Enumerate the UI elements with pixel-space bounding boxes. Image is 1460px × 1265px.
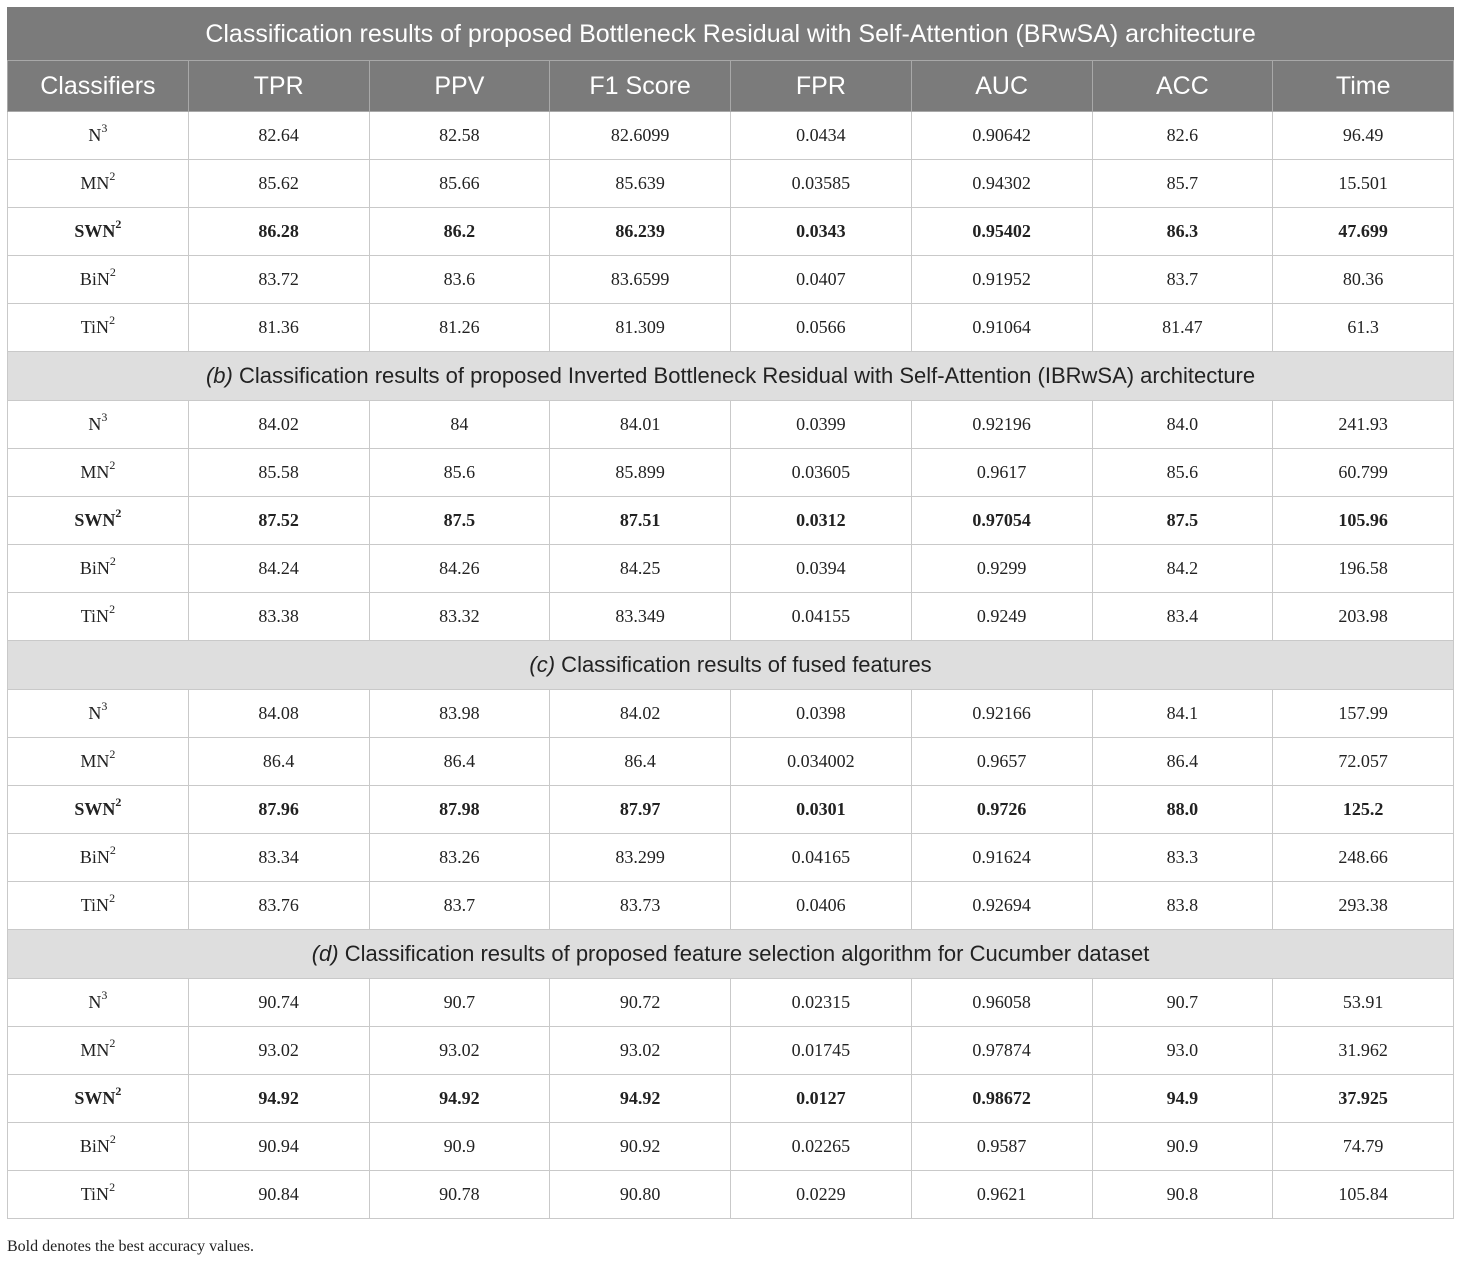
classifier-superscript: 3 [101, 699, 108, 713]
table-cell: 81.26 [369, 304, 550, 352]
column-header: Classifiers [8, 61, 189, 112]
table-cell: 94.92 [369, 1075, 550, 1123]
table-cell: 82.6099 [550, 112, 731, 160]
table-cell: 87.51 [550, 497, 731, 545]
table-cell: 90.9 [369, 1123, 550, 1171]
table-row [8, 738, 1454, 786]
table-cell: 94.92 [188, 1075, 369, 1123]
classifier-name-cell [8, 401, 189, 449]
table-row [8, 979, 1454, 1027]
section-label-text: Classification results of proposed feature selection algorithm for Cucumber dataset [338, 941, 1150, 966]
table-row [8, 545, 1454, 593]
table-cell: 83.7 [1092, 256, 1273, 304]
classifier-name: MN [80, 462, 110, 482]
table-cell: 0.04165 [731, 834, 912, 882]
section-header-row [8, 930, 1454, 979]
table-cell: 0.03605 [731, 449, 912, 497]
table-cell: 87.5 [369, 497, 550, 545]
classifier-name-cell [8, 256, 189, 304]
table-row [8, 497, 1454, 545]
table-cell: 83.32 [369, 593, 550, 641]
classifier-name-cell [8, 1123, 189, 1171]
table-cell: 105.96 [1273, 497, 1454, 545]
table-row [8, 304, 1454, 352]
table-cell: 83.349 [550, 593, 731, 641]
table-cell: 0.94302 [911, 160, 1092, 208]
table-cell: 82.58 [369, 112, 550, 160]
table-row [8, 834, 1454, 882]
classifier-name: SWN [74, 799, 116, 819]
table-cell: 81.47 [1092, 304, 1273, 352]
table-cell: 0.96058 [911, 979, 1092, 1027]
table-cell: 53.91 [1273, 979, 1454, 1027]
table-cell: 0.9617 [911, 449, 1092, 497]
section-label-text: Classification results of fused features [555, 652, 932, 677]
table-cell: 83.4 [1092, 593, 1273, 641]
classifier-superscript: 2 [109, 313, 116, 327]
table-cell: 93.02 [188, 1027, 369, 1075]
classifier-name: MN [80, 173, 110, 193]
table-cell: 84.0 [1092, 401, 1273, 449]
table-cell: 90.80 [550, 1171, 731, 1219]
results-table-container [7, 7, 1453, 1219]
table-cell: 0.0406 [731, 882, 912, 930]
table-cell: 74.79 [1273, 1123, 1454, 1171]
table-title: Classification results of proposed Bottleneck Residual with Self-Attention (BRwSA) architecture [8, 8, 1454, 61]
table-cell: 0.91952 [911, 256, 1092, 304]
table-row [8, 112, 1454, 160]
table-cell: 0.0407 [731, 256, 912, 304]
table-cell: 0.9587 [911, 1123, 1092, 1171]
table-cell: 0.02315 [731, 979, 912, 1027]
table-cell: 94.9 [1092, 1075, 1273, 1123]
table-row [8, 1171, 1454, 1219]
table-cell: 0.9249 [911, 593, 1092, 641]
classifier-name: MN [80, 1040, 110, 1060]
table-cell: 0.97874 [911, 1027, 1092, 1075]
classifier-name-cell [8, 160, 189, 208]
table-cell: 241.93 [1273, 401, 1454, 449]
table-cell: 90.7 [369, 979, 550, 1027]
table-cell: 0.92694 [911, 882, 1092, 930]
classifier-name-cell [8, 112, 189, 160]
table-cell: 87.96 [188, 786, 369, 834]
classifier-name: N [88, 414, 102, 434]
classifier-name-cell [8, 304, 189, 352]
table-row [8, 256, 1454, 304]
table-cell: 60.799 [1273, 449, 1454, 497]
table-cell: 84.1 [1092, 690, 1273, 738]
classifier-name-cell [8, 690, 189, 738]
classifier-superscript: 2 [109, 891, 116, 905]
table-cell: 86.2 [369, 208, 550, 256]
classifier-name-cell [8, 882, 189, 930]
table-cell: 82.64 [188, 112, 369, 160]
table-cell: 85.899 [550, 449, 731, 497]
results-table [7, 7, 1454, 1219]
classifier-superscript: 2 [115, 795, 122, 809]
table-cell: 83.72 [188, 256, 369, 304]
table-cell: 82.6 [1092, 112, 1273, 160]
table-cell: 248.66 [1273, 834, 1454, 882]
table-cell: 0.0127 [731, 1075, 912, 1123]
table-cell: 83.7 [369, 882, 550, 930]
table-cell: 84.02 [188, 401, 369, 449]
table-cell: 84.08 [188, 690, 369, 738]
table-cell: 0.9657 [911, 738, 1092, 786]
classifier-name-cell [8, 208, 189, 256]
table-cell: 83.98 [369, 690, 550, 738]
table-cell: 90.9 [1092, 1123, 1273, 1171]
table-cell: 72.057 [1273, 738, 1454, 786]
classifier-name: SWN [74, 1088, 116, 1108]
table-cell: 84.24 [188, 545, 369, 593]
classifier-superscript: 3 [101, 121, 108, 135]
table-cell: 90.92 [550, 1123, 731, 1171]
classifier-name-cell [8, 786, 189, 834]
table-cell: 0.0394 [731, 545, 912, 593]
table-cell: 0.98672 [911, 1075, 1092, 1123]
table-cell: 90.72 [550, 979, 731, 1027]
table-cell: 0.92196 [911, 401, 1092, 449]
classifier-superscript: 3 [101, 988, 108, 1002]
table-cell: 83.8 [1092, 882, 1273, 930]
table-cell: 85.62 [188, 160, 369, 208]
classifier-name-cell [8, 545, 189, 593]
classifier-name-cell [8, 449, 189, 497]
table-cell: 86.239 [550, 208, 731, 256]
table-row [8, 160, 1454, 208]
classifier-name-cell [8, 593, 189, 641]
table-cell: 105.84 [1273, 1171, 1454, 1219]
table-cell: 0.0312 [731, 497, 912, 545]
table-cell: 15.501 [1273, 160, 1454, 208]
table-cell: 83.26 [369, 834, 550, 882]
table-cell: 0.04155 [731, 593, 912, 641]
table-row [8, 1075, 1454, 1123]
table-cell: 47.699 [1273, 208, 1454, 256]
classifier-name: BiN [79, 269, 110, 289]
classifier-name: SWN [74, 221, 116, 241]
table-cell: 85.66 [369, 160, 550, 208]
table-cell: 84.2 [1092, 545, 1273, 593]
table-cell: 85.639 [550, 160, 731, 208]
table-cell: 93.02 [550, 1027, 731, 1075]
table-cell: 85.58 [188, 449, 369, 497]
table-cell: 84 [369, 401, 550, 449]
table-cell: 84.25 [550, 545, 731, 593]
classifier-name: N [88, 992, 102, 1012]
table-cell: 86.4 [550, 738, 731, 786]
classifier-name: N [88, 703, 102, 723]
section-label-text: Classification results of proposed Inverted Bottleneck Residual with Self-Attention (IBRwSA) architecture [232, 363, 1256, 388]
classifier-superscript: 3 [101, 410, 108, 424]
table-row [8, 449, 1454, 497]
table-cell: 0.91064 [911, 304, 1092, 352]
table-cell: 93.02 [369, 1027, 550, 1075]
classifier-superscript: 2 [109, 843, 116, 857]
table-cell: 196.58 [1273, 545, 1454, 593]
table-cell: 83.3 [1092, 834, 1273, 882]
table-cell: 86.4 [1092, 738, 1273, 786]
table-cell: 84.01 [550, 401, 731, 449]
table-cell: 84.02 [550, 690, 731, 738]
table-cell: 86.28 [188, 208, 369, 256]
section-title [8, 641, 1454, 690]
table-cell: 85.6 [369, 449, 550, 497]
table-cell: 88.0 [1092, 786, 1273, 834]
table-cell: 0.01745 [731, 1027, 912, 1075]
table-cell: 90.78 [369, 1171, 550, 1219]
classifier-name-cell [8, 1075, 189, 1123]
table-cell: 86.3 [1092, 208, 1273, 256]
table-row [8, 401, 1454, 449]
table-cell: 90.74 [188, 979, 369, 1027]
section-title [8, 352, 1454, 401]
classifier-superscript: 2 [109, 169, 116, 183]
table-cell: 85.7 [1092, 160, 1273, 208]
classifier-name: BiN [79, 558, 110, 578]
column-header: Time [1273, 61, 1454, 112]
table-row [8, 786, 1454, 834]
table-cell: 96.49 [1273, 112, 1454, 160]
classifier-name-cell [8, 497, 189, 545]
classifier-name-cell [8, 834, 189, 882]
classifier-superscript: 2 [109, 1132, 116, 1146]
section-title [8, 930, 1454, 979]
classifier-name: BiN [79, 847, 110, 867]
table-cell: 0.92166 [911, 690, 1092, 738]
table-row [8, 882, 1454, 930]
table-cell: 90.7 [1092, 979, 1273, 1027]
table-row [8, 208, 1454, 256]
table-title-row [8, 8, 1454, 61]
section-header-row [8, 641, 1454, 690]
table-cell: 0.0229 [731, 1171, 912, 1219]
table-cell: 203.98 [1273, 593, 1454, 641]
classifier-name-cell [8, 738, 189, 786]
table-cell: 0.91624 [911, 834, 1092, 882]
section-header-row [8, 352, 1454, 401]
classifier-name-cell [8, 1027, 189, 1075]
table-cell: 0.0399 [731, 401, 912, 449]
table-cell: 87.97 [550, 786, 731, 834]
table-cell: 90.8 [1092, 1171, 1273, 1219]
classifier-superscript: 2 [109, 554, 116, 568]
table-cell: 0.034002 [731, 738, 912, 786]
classifier-name: MN [80, 751, 110, 771]
classifier-name: TiN [80, 1184, 110, 1204]
table-cell: 86.4 [369, 738, 550, 786]
column-header: FPR [731, 61, 912, 112]
classifier-superscript: 2 [109, 1180, 116, 1194]
classifier-name: N [88, 125, 102, 145]
table-row [8, 1123, 1454, 1171]
footnote: Bold denotes the best accuracy values. [7, 1238, 255, 1255]
table-cell: 81.309 [550, 304, 731, 352]
column-header: AUC [911, 61, 1092, 112]
section-label-prefix: (c) [529, 652, 556, 677]
table-cell: 87.52 [188, 497, 369, 545]
table-cell: 87.98 [369, 786, 550, 834]
section-label-prefix: (b) [205, 363, 233, 388]
table-cell: 84.26 [369, 545, 550, 593]
table-cell: 83.34 [188, 834, 369, 882]
classifier-superscript: 2 [109, 602, 116, 616]
table-cell: 90.94 [188, 1123, 369, 1171]
table-cell: 83.6 [369, 256, 550, 304]
table-cell: 0.0343 [731, 208, 912, 256]
table-body [8, 112, 1454, 1219]
table-cell: 0.02265 [731, 1123, 912, 1171]
table-cell: 80.36 [1273, 256, 1454, 304]
table-cell: 83.76 [188, 882, 369, 930]
table-cell: 0.0434 [731, 112, 912, 160]
table-row [8, 1027, 1454, 1075]
classifier-name: BiN [79, 1136, 110, 1156]
section-label-prefix: (d) [311, 941, 339, 966]
table-cell: 0.97054 [911, 497, 1092, 545]
table-cell: 0.90642 [911, 112, 1092, 160]
table-cell: 0.0398 [731, 690, 912, 738]
table-cell: 0.95402 [911, 208, 1092, 256]
table-cell: 125.2 [1273, 786, 1454, 834]
table-cell: 37.925 [1273, 1075, 1454, 1123]
classifier-superscript: 2 [109, 1036, 116, 1050]
table-cell: 157.99 [1273, 690, 1454, 738]
table-cell: 90.84 [188, 1171, 369, 1219]
table-cell: 0.9299 [911, 545, 1092, 593]
table-cell: 0.0301 [731, 786, 912, 834]
classifier-superscript: 2 [109, 458, 116, 472]
table-cell: 85.6 [1092, 449, 1273, 497]
table-cell: 0.9726 [911, 786, 1092, 834]
classifier-name: TiN [80, 895, 110, 915]
table-cell: 83.38 [188, 593, 369, 641]
table-cell: 87.5 [1092, 497, 1273, 545]
classifier-superscript: 2 [115, 506, 122, 520]
table-cell: 31.962 [1273, 1027, 1454, 1075]
classifier-superscript: 2 [109, 265, 116, 279]
table-cell: 94.92 [550, 1075, 731, 1123]
table-row [8, 593, 1454, 641]
table-cell: 61.3 [1273, 304, 1454, 352]
table-cell: 83.73 [550, 882, 731, 930]
table-cell: 83.6599 [550, 256, 731, 304]
classifier-name: TiN [80, 317, 110, 337]
table-cell: 0.0566 [731, 304, 912, 352]
table-header-row [8, 61, 1454, 112]
classifier-superscript: 2 [115, 1084, 122, 1098]
classifier-name: TiN [80, 606, 110, 626]
table-cell: 86.4 [188, 738, 369, 786]
column-header: ACC [1092, 61, 1273, 112]
table-cell: 0.03585 [731, 160, 912, 208]
table-row [8, 690, 1454, 738]
classifier-name-cell [8, 1171, 189, 1219]
table-cell: 293.38 [1273, 882, 1454, 930]
column-header: TPR [188, 61, 369, 112]
classifier-superscript: 2 [109, 747, 116, 761]
column-header: F1 Score [550, 61, 731, 112]
column-header: PPV [369, 61, 550, 112]
classifier-superscript: 2 [115, 217, 122, 231]
table-cell: 83.299 [550, 834, 731, 882]
classifier-name: SWN [74, 510, 116, 530]
table-cell: 93.0 [1092, 1027, 1273, 1075]
table-cell: 81.36 [188, 304, 369, 352]
classifier-name-cell [8, 979, 189, 1027]
table-cell: 0.9621 [911, 1171, 1092, 1219]
